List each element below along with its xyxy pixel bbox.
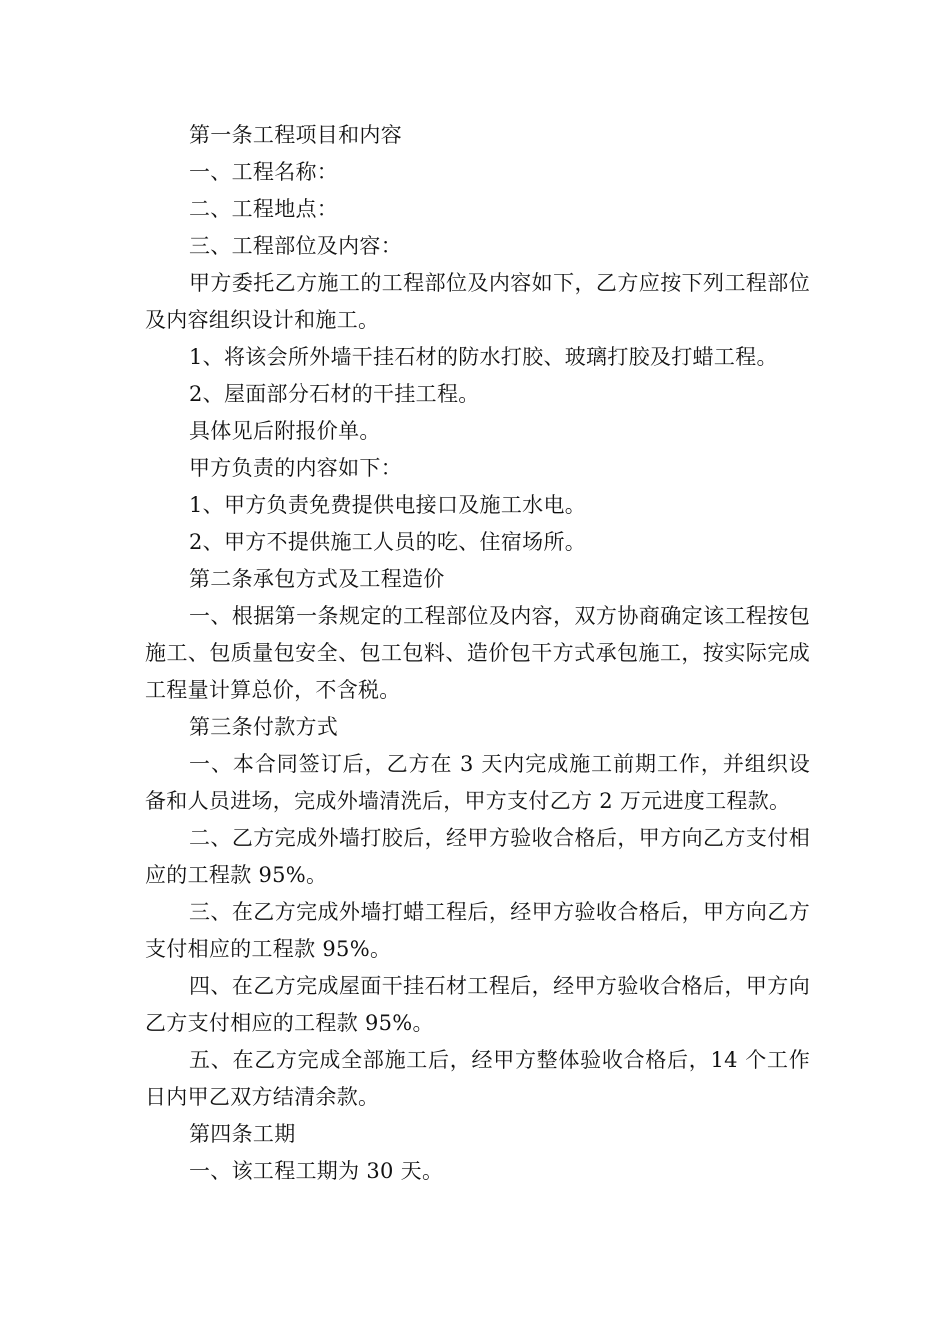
scope-item-2: 2、屋面部分石材的干挂工程。 [189,382,480,406]
quotation-reference: 具体见后附报价单。 [189,419,381,443]
payment-clause-5: 五、在乙方完成全部施工后，经甲方整体验收合格后，14 个工作日内甲乙双方结清余款。 [145,1048,810,1109]
project-name-line: 一、工程名称： [189,160,339,184]
party-a-item-2: 2、甲方不提供施工人员的吃、住宿场所。 [189,530,587,554]
payment-clause-4: 四、在乙方完成屋面干挂石材工程后，经甲方验收合格后，甲方向乙方支付相应的工程款 95%。 [145,974,810,1035]
scope-item-1: 1、将该会所外墙干挂石材的防水打胶、玻璃打胶及打蜡工程。 [189,345,778,369]
article-4-heading: 第四条工期 [189,1122,296,1146]
article-3-heading: 第三条付款方式 [189,715,339,739]
payment-clause-2: 二、乙方完成外墙打胶后，经甲方验收合格后，甲方向乙方支付相应的工程款 95%。 [145,826,810,887]
article-2-heading: 第二条承包方式及工程造价 [189,567,445,591]
project-scope-line: 三、工程部位及内容： [189,234,402,258]
party-a-responsibility-heading: 甲方负责的内容如下： [189,456,402,480]
duration-clause-1: 一、该工程工期为 30 天。 [189,1159,444,1183]
scope-description-paragraph: 甲方委托乙方施工的工程部位及内容如下，乙方应按下列工程部位及内容组织设计和施工。 [145,271,810,332]
article-1-heading: 第一条工程项目和内容 [189,123,402,147]
payment-clause-1: 一、本合同签订后，乙方在 3 天内完成施工前期工作，并组织设备和人员进场，完成外墙清洗后，甲方支付乙方 2 万元进度工程款。 [145,752,810,813]
contract-method-paragraph: 一、根据第一条规定的工程部位及内容，双方协商确定该工程按包施工、包质量包安全、包工包料、造价包干方式承包施工，按实际完成工程量计算总价，不含税。 [145,604,810,702]
payment-clause-3: 三、在乙方完成外墙打蜡工程后，经甲方验收合格后，甲方向乙方支付相应的工程款 95%。 [145,900,810,961]
party-a-item-1: 1、甲方负责免费提供电接口及施工水电。 [189,493,587,517]
document-body [145,117,810,1190]
project-location-line: 二、工程地点： [189,197,339,221]
